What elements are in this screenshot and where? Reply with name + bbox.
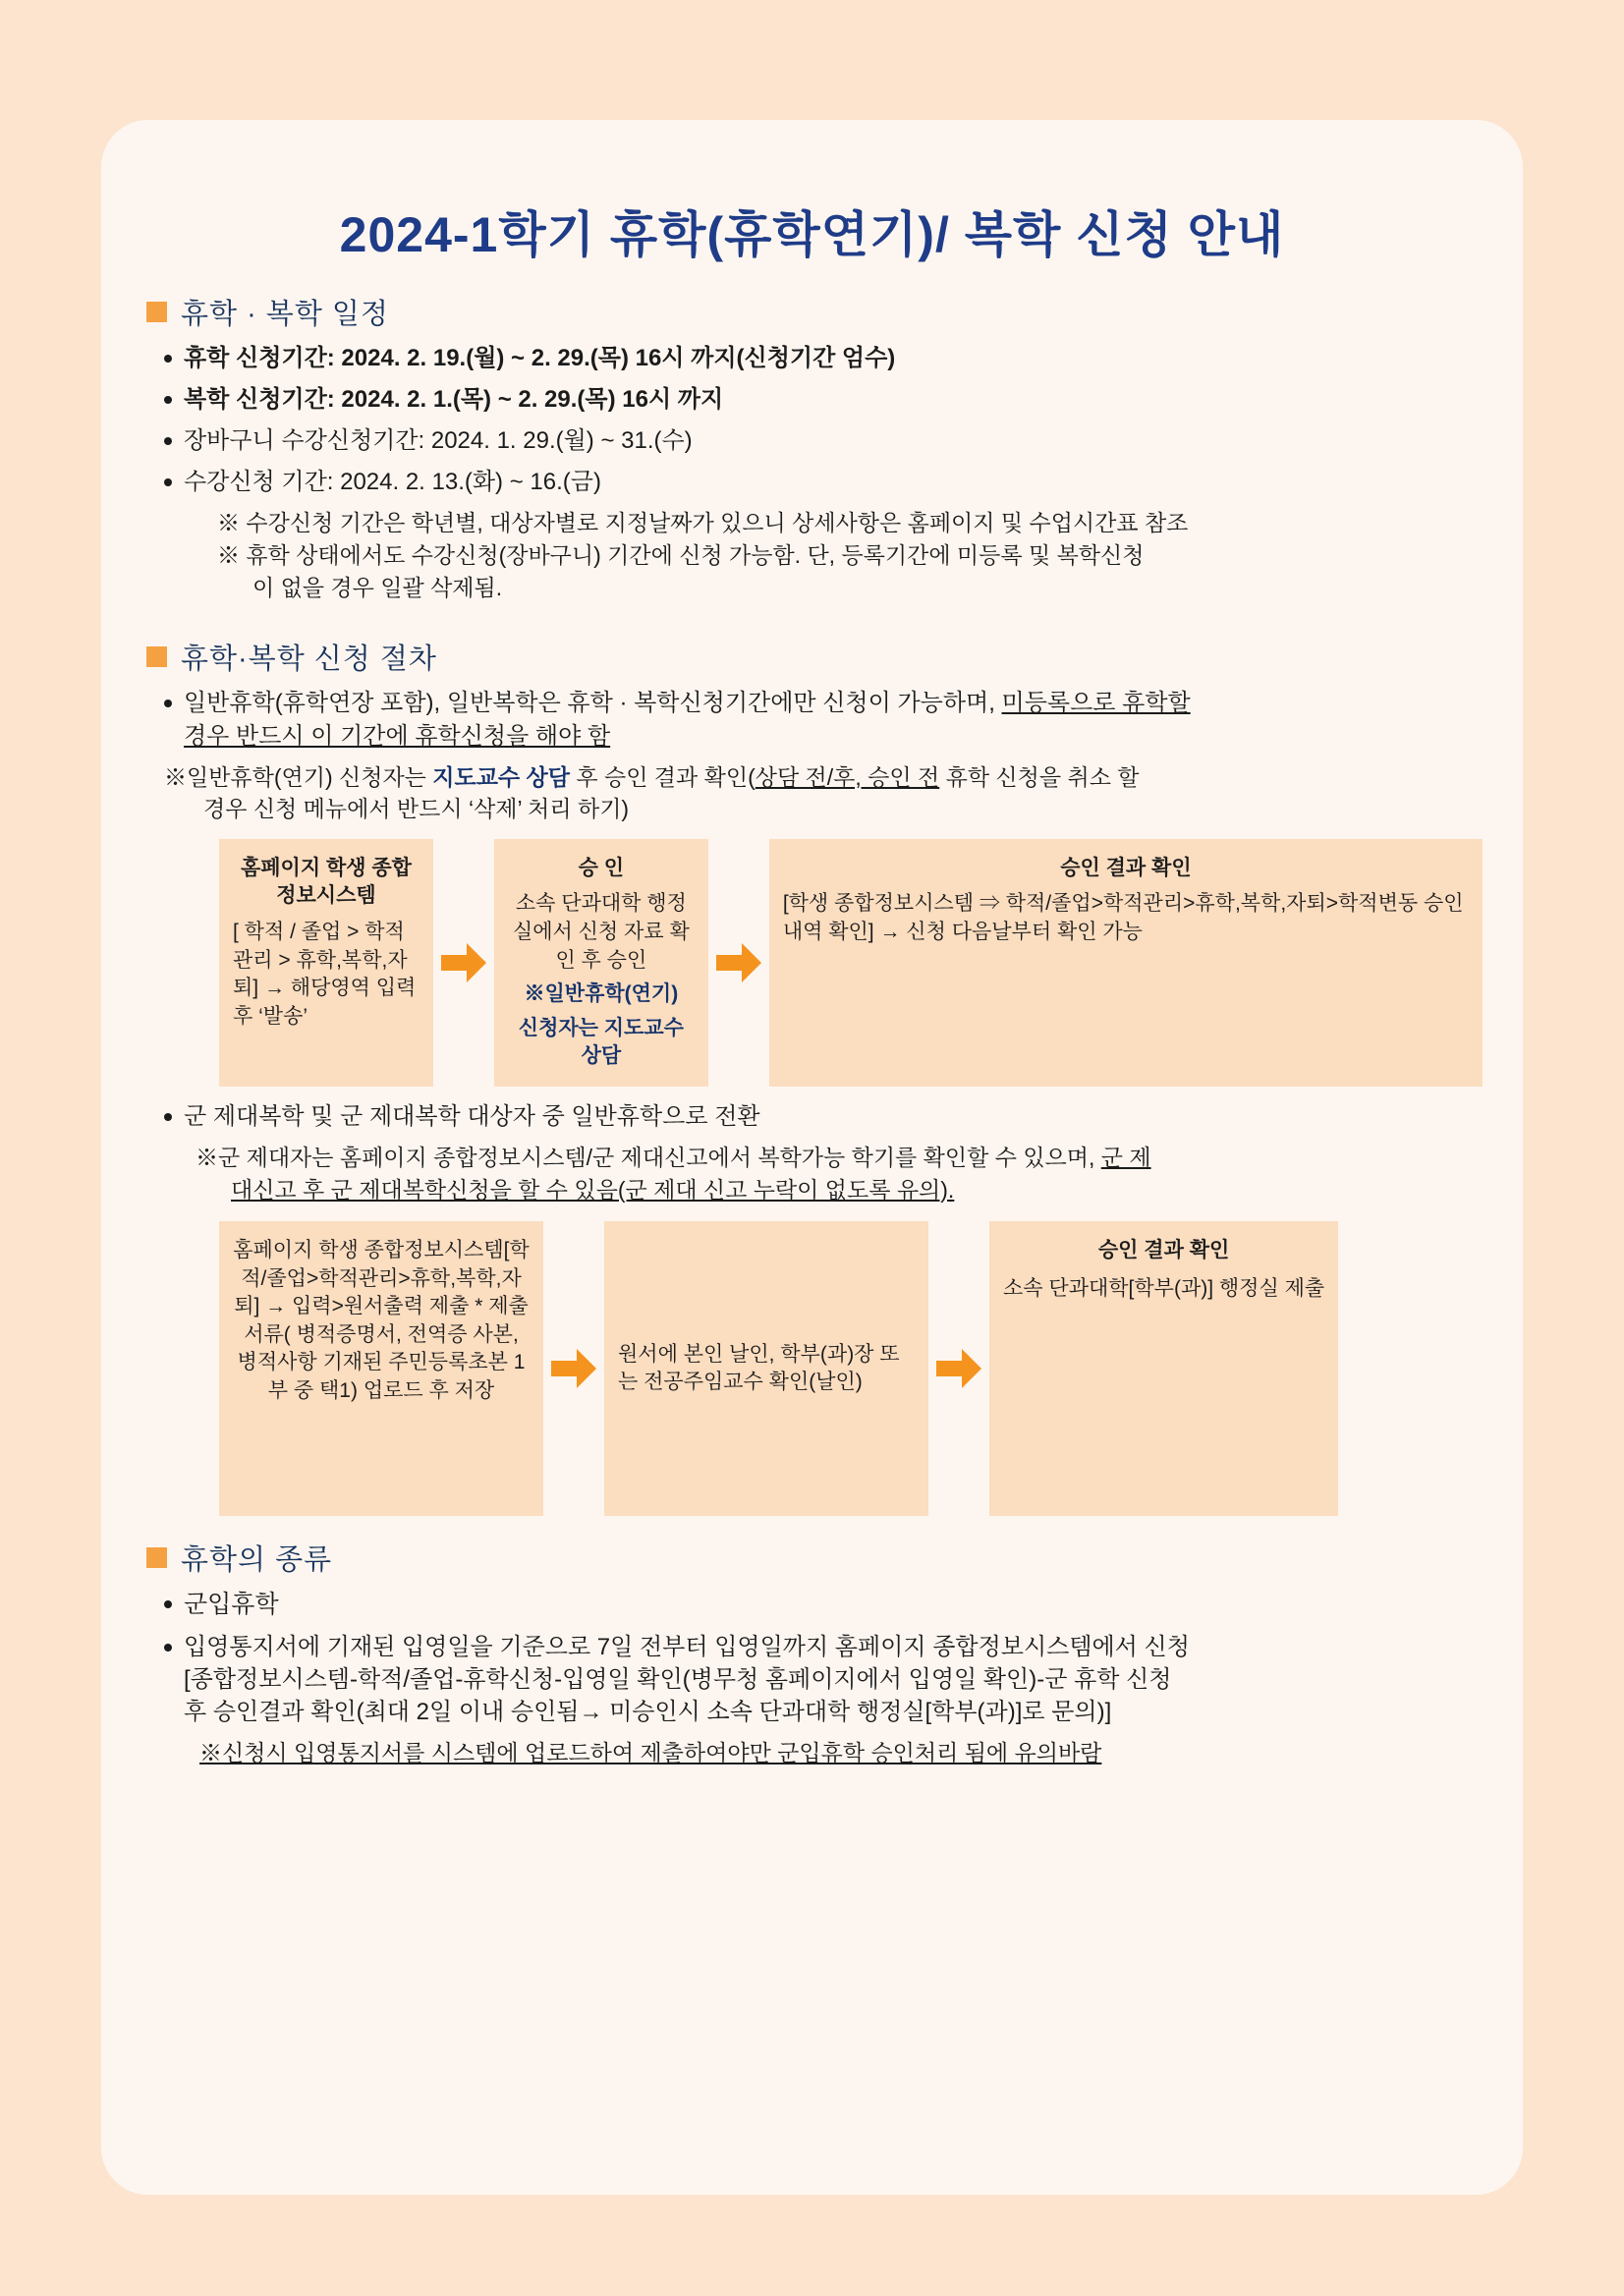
procedure-note-2 <box>146 1142 1483 1174</box>
procedure-note-2b: 대신고 후 군 제대복학신청을 할 수 있음(군 제대 신고 누락이 없도록 유의). <box>231 1176 955 1203</box>
flow1-box-1-body: [ 학적 / 졸업 > 학적관리 > 휴학,복학,자퇴] → 해당영역 입력 후 ‘발송’ <box>233 921 417 1028</box>
schedule-note-1: ※ 수강신청 기간은 학년별, 대상자별로 지정날짜가 있으니 상세사항은 홈페이지 및 수업시간표 참조 <box>217 510 1189 536</box>
flow-diagram-military <box>219 1221 1483 1516</box>
note2-a: ※군 제대자는 홈페이지 종합정보시스템/군 제대신고에서 복학가능 학기를 확인할 수 있으며, <box>196 1144 1101 1170</box>
flow2-box-3-body: 소속 단과대학[학부(과)] 행정실 제출 <box>1003 1276 1325 1300</box>
note1-e: 휴학 신청을 취소 할 <box>939 763 1140 790</box>
document-inner <box>101 120 1523 2195</box>
schedule-list <box>146 342 1483 498</box>
note1-c: 후 승인 결과 확인( <box>569 763 756 790</box>
procedure-note-1b: 경우 신청 메뉴에서 반드시 ‘삭제’ 처리 하기) <box>203 796 630 822</box>
section-header-types <box>146 1538 1483 1578</box>
list-item <box>146 687 1483 752</box>
types-item-2: [종합정보시스템-학적/졸업-휴학신청-입영일 확인(병무청 홈페이지에서 입영일 확인)-군 휴학 신청 <box>184 1665 1172 1693</box>
document-page <box>101 120 1523 2195</box>
list-item: 수강신청 기간: 2024. 2. 13.(화) ~ 16.(금) <box>146 466 1483 498</box>
arrow-right-icon <box>543 1221 604 1516</box>
flow1-box-2-emph1: ※일반휴학(연기) <box>524 982 679 1006</box>
schedule-note-2: ※ 휴학 상태에서도 수강신청(장바구니) 기간에 신청 가능함. 단, 등록기간에 미등록 및 복학신청 <box>217 542 1145 569</box>
flow2-box-2 <box>604 1221 928 1516</box>
procedure-note-1 <box>146 761 1483 794</box>
procedure-list <box>146 687 1483 752</box>
types-item-3: 후 승인결과 확인(최대 2일 이내 승인됨→ 미승인시 소속 단과대학 행정실[학부(과)]로 문의)] <box>184 1698 1112 1725</box>
flow1-box-3 <box>769 839 1483 1087</box>
flow1-box-3-body: [학생 종합정보시스템 ⇒ 학적/졸업>학적관리>휴학,복학,자퇴>학적변동 승인내역 확인] → 신청 다음날부터 확인 가능 <box>782 892 1464 944</box>
section-title-schedule: 휴학 · 복학 일정 <box>181 299 389 330</box>
note2-b: 군 제 <box>1100 1144 1151 1170</box>
procedure-bullet1-underline: 미등록으로 휴학할 <box>1001 690 1191 717</box>
flow1-box-2-emph2: 신청자는 지도교수 상담 <box>518 1016 684 1068</box>
list-item: 군 제대복학 및 군 제대복학 대상자 중 일반휴학으로 전환 <box>146 1100 1483 1133</box>
flow2-box-3 <box>989 1221 1338 1516</box>
flow2-box-1 <box>219 1221 543 1516</box>
section-header-procedure <box>146 637 1483 677</box>
list-item: 휴학 신청기간: 2024. 2. 19.(월) ~ 2. 29.(목) 16시 까지(신청기간 엄수) <box>146 342 1483 374</box>
types-underline-note: ※신청시 입영통지서를 시스템에 업로드하여 제출하여야만 군입휴학 승인처리 됨에 유의바람 <box>199 1740 1102 1766</box>
arrow-right-icon <box>928 1221 989 1516</box>
note1-d: 상담 전/후, 승인 전 <box>755 763 940 790</box>
flow1-box-3-title: 승인 결과 확인 <box>1060 856 1192 879</box>
types-list <box>146 1588 1483 1728</box>
document-content <box>146 292 1483 1769</box>
square-bullet-icon <box>146 646 167 667</box>
flow1-box-2-body: 소속 단과대학 행정실에서 신청 자료 확인 후 승인 <box>512 892 690 972</box>
procedure-list-2 <box>146 1100 1483 1133</box>
list-item: 복학 신청기간: 2024. 2. 1.(목) ~ 2. 29.(목) 16시 까지 <box>146 383 1483 416</box>
procedure-bullet1-line1: 일반휴학(휴학연장 포함), 일반복학은 휴학 · 복학신청기간에만 신청이 가능하며, <box>184 690 1002 717</box>
flow1-box-1 <box>219 839 433 1087</box>
square-bullet-icon <box>146 302 167 322</box>
list-item: 군입휴학 <box>146 1588 1483 1622</box>
flow1-box-2 <box>494 839 708 1087</box>
page-title: 2024-1학기 휴학(휴학연기)/ 복학 신청 안내 <box>339 207 1285 262</box>
note1-b: 지도교수 상담 <box>432 763 570 790</box>
section-title-types: 휴학의 종류 <box>181 1544 333 1577</box>
arrow-right-icon <box>708 839 769 1087</box>
flow2-box-3-title: 승인 결과 확인 <box>1097 1239 1230 1262</box>
section-title-procedure: 휴학·복학 신청 절차 <box>181 644 437 676</box>
flow2-box-1-body: 홈페이지 학생 종합정보시스템[학적/졸업>학적관리>휴학,복학,자퇴] → 입력>원서출력 제출 * 제출서류( 병적증명서, 전역증 사본, 병적사항 기재된 주민등록초본 1부 중 택1) 업로드 후 저장 <box>233 1239 530 1402</box>
note1-a: ※일반휴학(연기) 신청자는 <box>164 763 433 790</box>
types-item-1: 입영통지서에 기재된 입영일을 기준으로 7일 전부터 입영일까지 홈페이지 종합정보시스템에서 신청 <box>184 1633 1190 1660</box>
flow-diagram-general <box>219 839 1483 1087</box>
flow1-box-1-title: 홈페이지 학생 종합정보시스템 <box>240 856 412 908</box>
section-header-schedule <box>146 292 1483 332</box>
schedule-note-3: 이 없을 경우 일괄 삭제됨. <box>252 574 503 600</box>
square-bullet-icon <box>146 1547 167 1568</box>
arrow-right-icon <box>433 839 494 1087</box>
list-item: 장바구니 수강신청기간: 2024. 1. 29.(월) ~ 31.(수) <box>146 424 1483 457</box>
procedure-bullet1-line2: 경우 반드시 이 기간에 휴학신청을 해야 함 <box>184 722 611 750</box>
flow2-box-2-body: 원서에 본인 날인, 학부(과)장 또는 전공주임교수 확인(날인) <box>618 1342 900 1394</box>
list-item <box>146 1631 1483 1728</box>
flow1-box-2-title: 승 인 <box>578 856 625 879</box>
